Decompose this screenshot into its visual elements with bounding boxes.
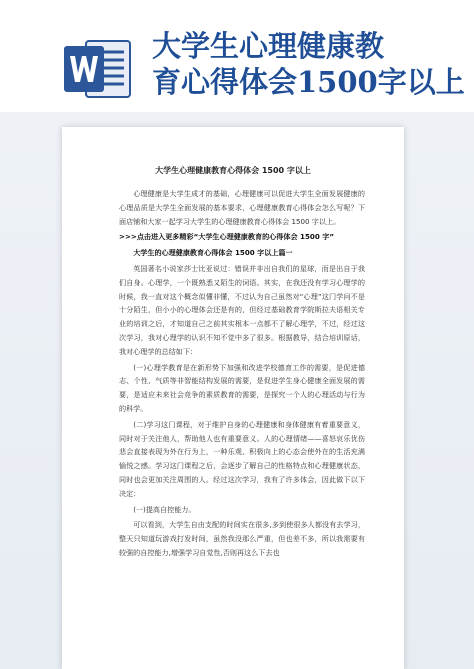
paragraph: 心理健康是大学生成才的基础，心理健康可以促进大学生全面发展健康的心理品质是大学生全面发展的基本要求，心理健康教育心得体会怎么写呢？下面店铺和大家一起学习大学生的心理健康教育心得体会 1500 字以上。: [119, 189, 365, 226]
headline-line-2: 育心得体会1500字以上: [152, 65, 465, 99]
paragraph: (二)学习这门课程，对于维护自身的心理健康和身体健康有着重要意义，同时对于关注他人，帮助他人也有重要意义。人的心理情绪——喜怒哀乐优伤悲会直接表现为外在行为上，一种乐观、积极向上的心态会使外在的生活充满愉悦之感。学习这门课程之后，会逐步了解自己的性格特点和心理健康状态，同时也会更加关注周围的人。经过这次学习，我有了许多体会，因此做下以下决定：: [119, 419, 365, 498]
preview-banner: [0, 0, 474, 112]
document-headline: [152, 28, 474, 100]
paragraph: 可以看到，大学生自由支配的时间实在很多,多到使很多人都没有去学习，整天只知道玩游戏打发时间，虽然我没那么严重，但也差不多，所以我需要有较强的自控能力,增强学习自觉性,否则再这么下去也: [119, 520, 365, 557]
page-fade: [62, 599, 404, 669]
word-document-icon: [62, 38, 132, 100]
more-link[interactable]: >>>点击进入更多精彩“大学生心理健康教育的心得体会 1500 字”: [119, 232, 334, 242]
section-heading: 大学生的心理健康教育心得体会 1500 字以上篇一: [133, 248, 293, 258]
paragraph: (一)心理学教育是在新形势下加强和改进学校德育工作的需要，是促进德志、个性、气质等非智能结构发展的需要，是促进学生身心健康全面发展的需要，是适应未来社会竞争的素质教育的需要，是探究一个人的心理活动与行为的科学。: [119, 362, 365, 413]
document-page: [62, 127, 404, 669]
document-title: 大学生心理健康教育心得体会 1500 字以上: [155, 166, 311, 175]
paragraph: 英国著名小说家莎士比亚说过：错误并非出自我们的星球，而是出自于我们自身。心理学，一个既熟悉又陌生的词语。其实，在我还没有学习心理学的时候，我一直对这个概念似懂非懂，不过认为自己虽然对“心理”这门学问不是十分陌生，但小小的心理体会还是有的，但经过基础教育学院斯拉夫语相关专业的培训之后，才知道自己之前其实根本一点都不了解心理学，不过，经过这次学习，我对心理学的认识不知不觉中多了很多。根据教导，结合培训原话，我对心理学的总结如下：: [119, 263, 365, 356]
paragraph: (一)提高自控能力。: [133, 504, 196, 514]
document-body: [119, 187, 365, 562]
headline-line-1: 大学生心理健康教: [152, 29, 385, 63]
